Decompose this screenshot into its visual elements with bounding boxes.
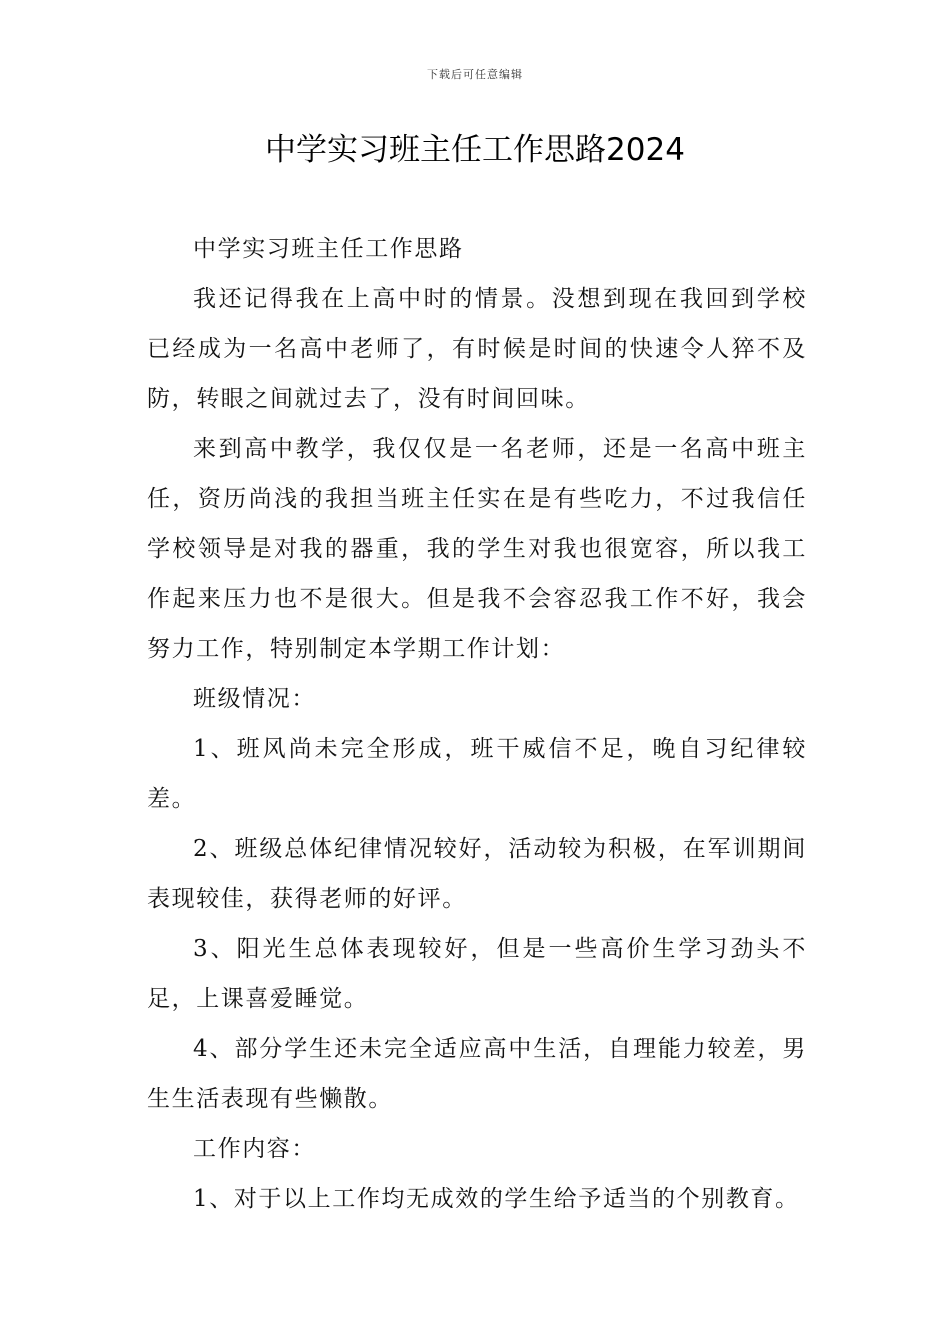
paragraph-context: 来到高中教学，我仅仅是一名老师，还是一名高中班主任，资历尚浅的我担当班主任实在是有些吃力，不过我信任学校领导是对我的器重，我的学生对我也很宽容，所以我工作起来压力也不是很大。但是我不会容忍我工作不好，我会努力工作，特别制定本学期工作计划： <box>147 436 807 662</box>
section-heading-class-situation: 班级情况： <box>193 686 316 712</box>
list-item: 1、班风尚未完全形成，班干威信不足，晚自习纪律较差。 <box>147 736 807 812</box>
document-title: 中学实习班主任工作思路2024 <box>265 132 685 168</box>
document-body <box>147 224 807 1224</box>
list-item: 3、阳光生总体表现较好，但是一些高价生学习劲头不足，上课喜爱睡觉。 <box>147 936 807 1012</box>
paragraph-intro: 我还记得我在上高中时的情景。没想到现在我回到学校已经成为一名高中老师了，有时候是时间的快速令人猝不及防，转眼之间就过去了，没有时间回味。 <box>147 286 807 412</box>
list-item: 2、班级总体纪律情况较好，活动较为积极，在军训期间表现较佳，获得老师的好评。 <box>147 836 807 912</box>
section-heading-work-content: 工作内容： <box>193 1136 316 1162</box>
paragraph-subtitle: 中学实习班主任工作思路 <box>193 236 464 262</box>
list-item: 1、对于以上工作均无成效的学生给予适当的个别教育。 <box>193 1186 800 1212</box>
header-note: 下载后可任意编辑 <box>427 68 523 81</box>
list-item: 4、部分学生还未完全适应高中生活，自理能力较差，男生生活表现有些懒散。 <box>147 1036 807 1112</box>
